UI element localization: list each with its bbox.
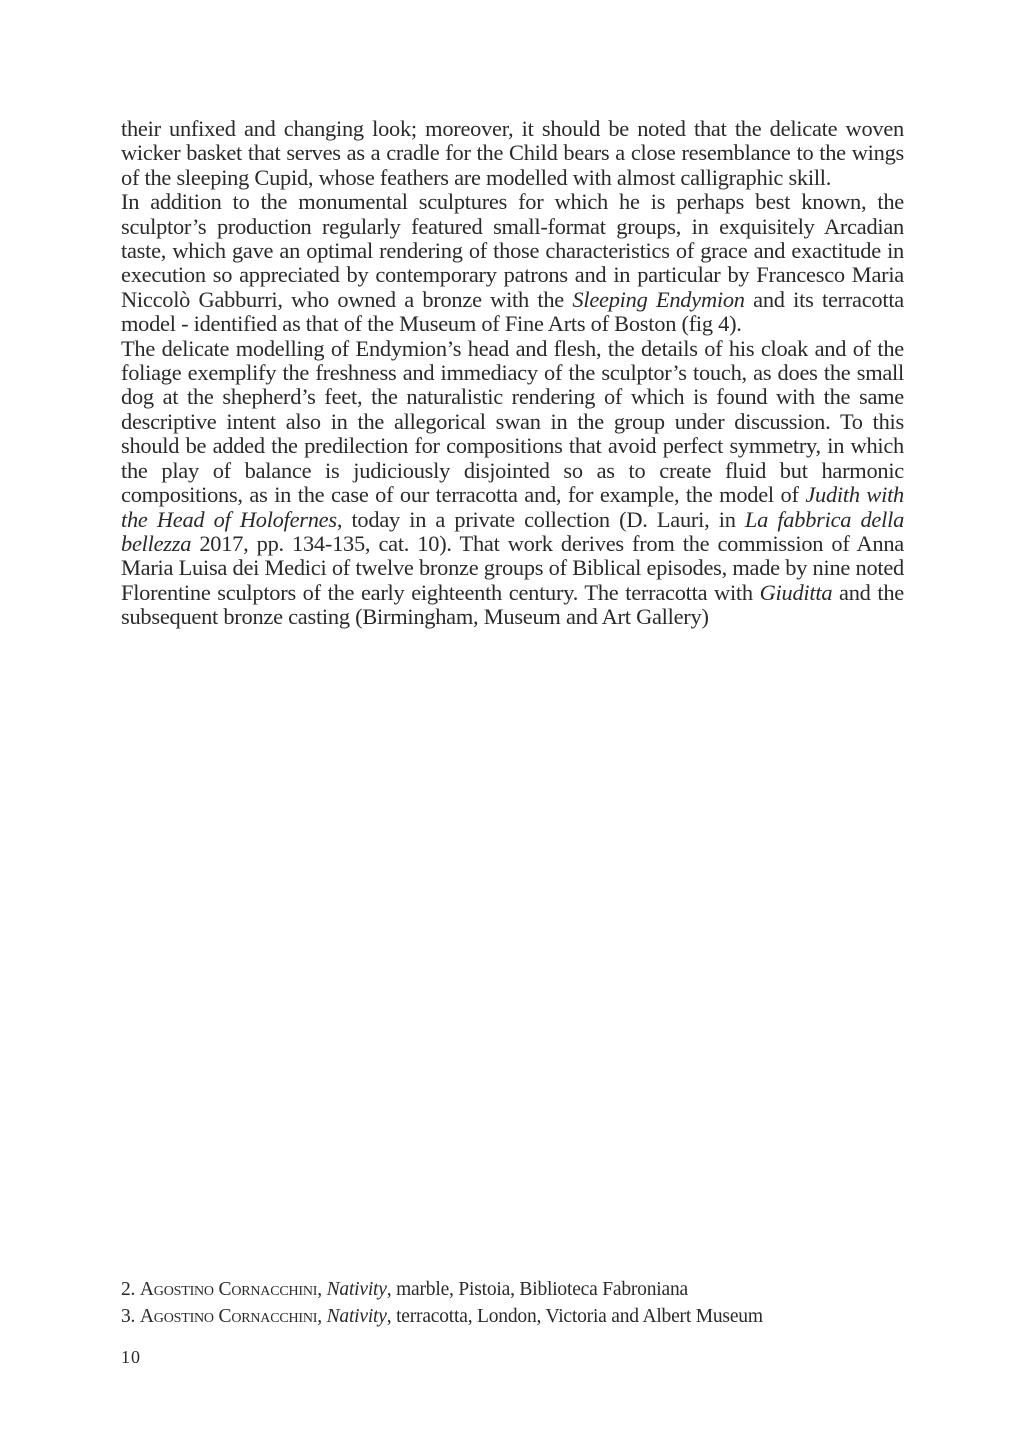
paragraph <box>121 117 904 190</box>
text-run: The delicate modelling of Endymion’s head and flesh, the details of his cloak and of the foliage exemplify the freshness and immediacy of the sculptor’s touch, as does the small dog at the shepherd’s feet, the naturalistic rendering of which is found with the same descriptive intent also in the allegorical swan in the group under discussion. To this should be added the predilection for compositions that avoid perfect symmetry, in which the play of balance is judiciously disjointed so as to create fluid but harmonic compositions, as in the case of our terracotta and, for example, the model of <box>121 335 904 508</box>
caption-artist: Agostino Cornacchini <box>139 1306 318 1327</box>
caption-details: , terracotta, London, Victoria and Albert Museum <box>386 1306 763 1327</box>
caption-number: 2. <box>121 1279 136 1300</box>
body-text <box>121 117 904 630</box>
caption-title: Nativity <box>326 1306 387 1327</box>
figure-caption: 3. Agostino Cornacchini, Nativity, terracotta, London, Victoria and Albert Museum <box>121 1306 763 1327</box>
italic-title: La fabbrica della bellezza <box>121 506 905 556</box>
text-run: 2017, pp. 134-135, cat. 10). That work derives from the commission of Anna Maria Luisa dei Medici of twelve bronze groups of Biblical episodes, made by nine noted Florentine sculptors of the early eighteenth century. The terracotta with <box>121 530 904 605</box>
caption-artist: Agostino Cornacchini <box>139 1279 318 1300</box>
italic-title: Giuditta <box>759 579 833 605</box>
page-number: 10 <box>121 1347 141 1367</box>
caption-details: , marble, Pistoia, Biblioteca Fabroniana <box>386 1279 688 1300</box>
text-run: , today in a private collection (D. Lauri, in <box>336 506 745 532</box>
italic-title: Judith with the Head of Holofernes <box>121 482 904 532</box>
text-run: and the subsequent bronze casting (Birmingham, Museum and Art Gallery) <box>121 579 904 630</box>
text-run: and its terracotta model - identified as that of the Museum of Fine Arts of Boston (fig 4). <box>121 286 904 337</box>
paragraph <box>121 337 904 630</box>
caption-number: 3. <box>121 1306 136 1327</box>
figure-caption: 2. Agostino Cornacchini, Nativity, marble, Pistoia, Biblioteca Fabroniana <box>121 1279 688 1300</box>
text-run: their unfixed and changing look; moreover, it should be noted that the delicate woven wicker basket that serves as a cradle for the Child bears a close resemblance to the wings of the sleeping Cupid, whose feathers are modelled with almost calligraphic skill. <box>121 116 904 190</box>
figure-captions <box>121 1276 921 1330</box>
paragraph <box>121 190 904 336</box>
caption-title: Nativity <box>326 1279 387 1300</box>
text-run: In addition to the monumental sculptures for which he is perhaps best known, the sculptor’s production regularly featured small-format groups, in exquisitely Arcadian taste, which gave an optimal rendering of those characteristics of grace and exactitude in execution so appreciated by contemporary patrons and in particular by Francesco Maria Niccolò Gabburri, who owned a bronze with the <box>121 189 904 312</box>
italic-title: Sleeping Endymion <box>572 286 745 312</box>
